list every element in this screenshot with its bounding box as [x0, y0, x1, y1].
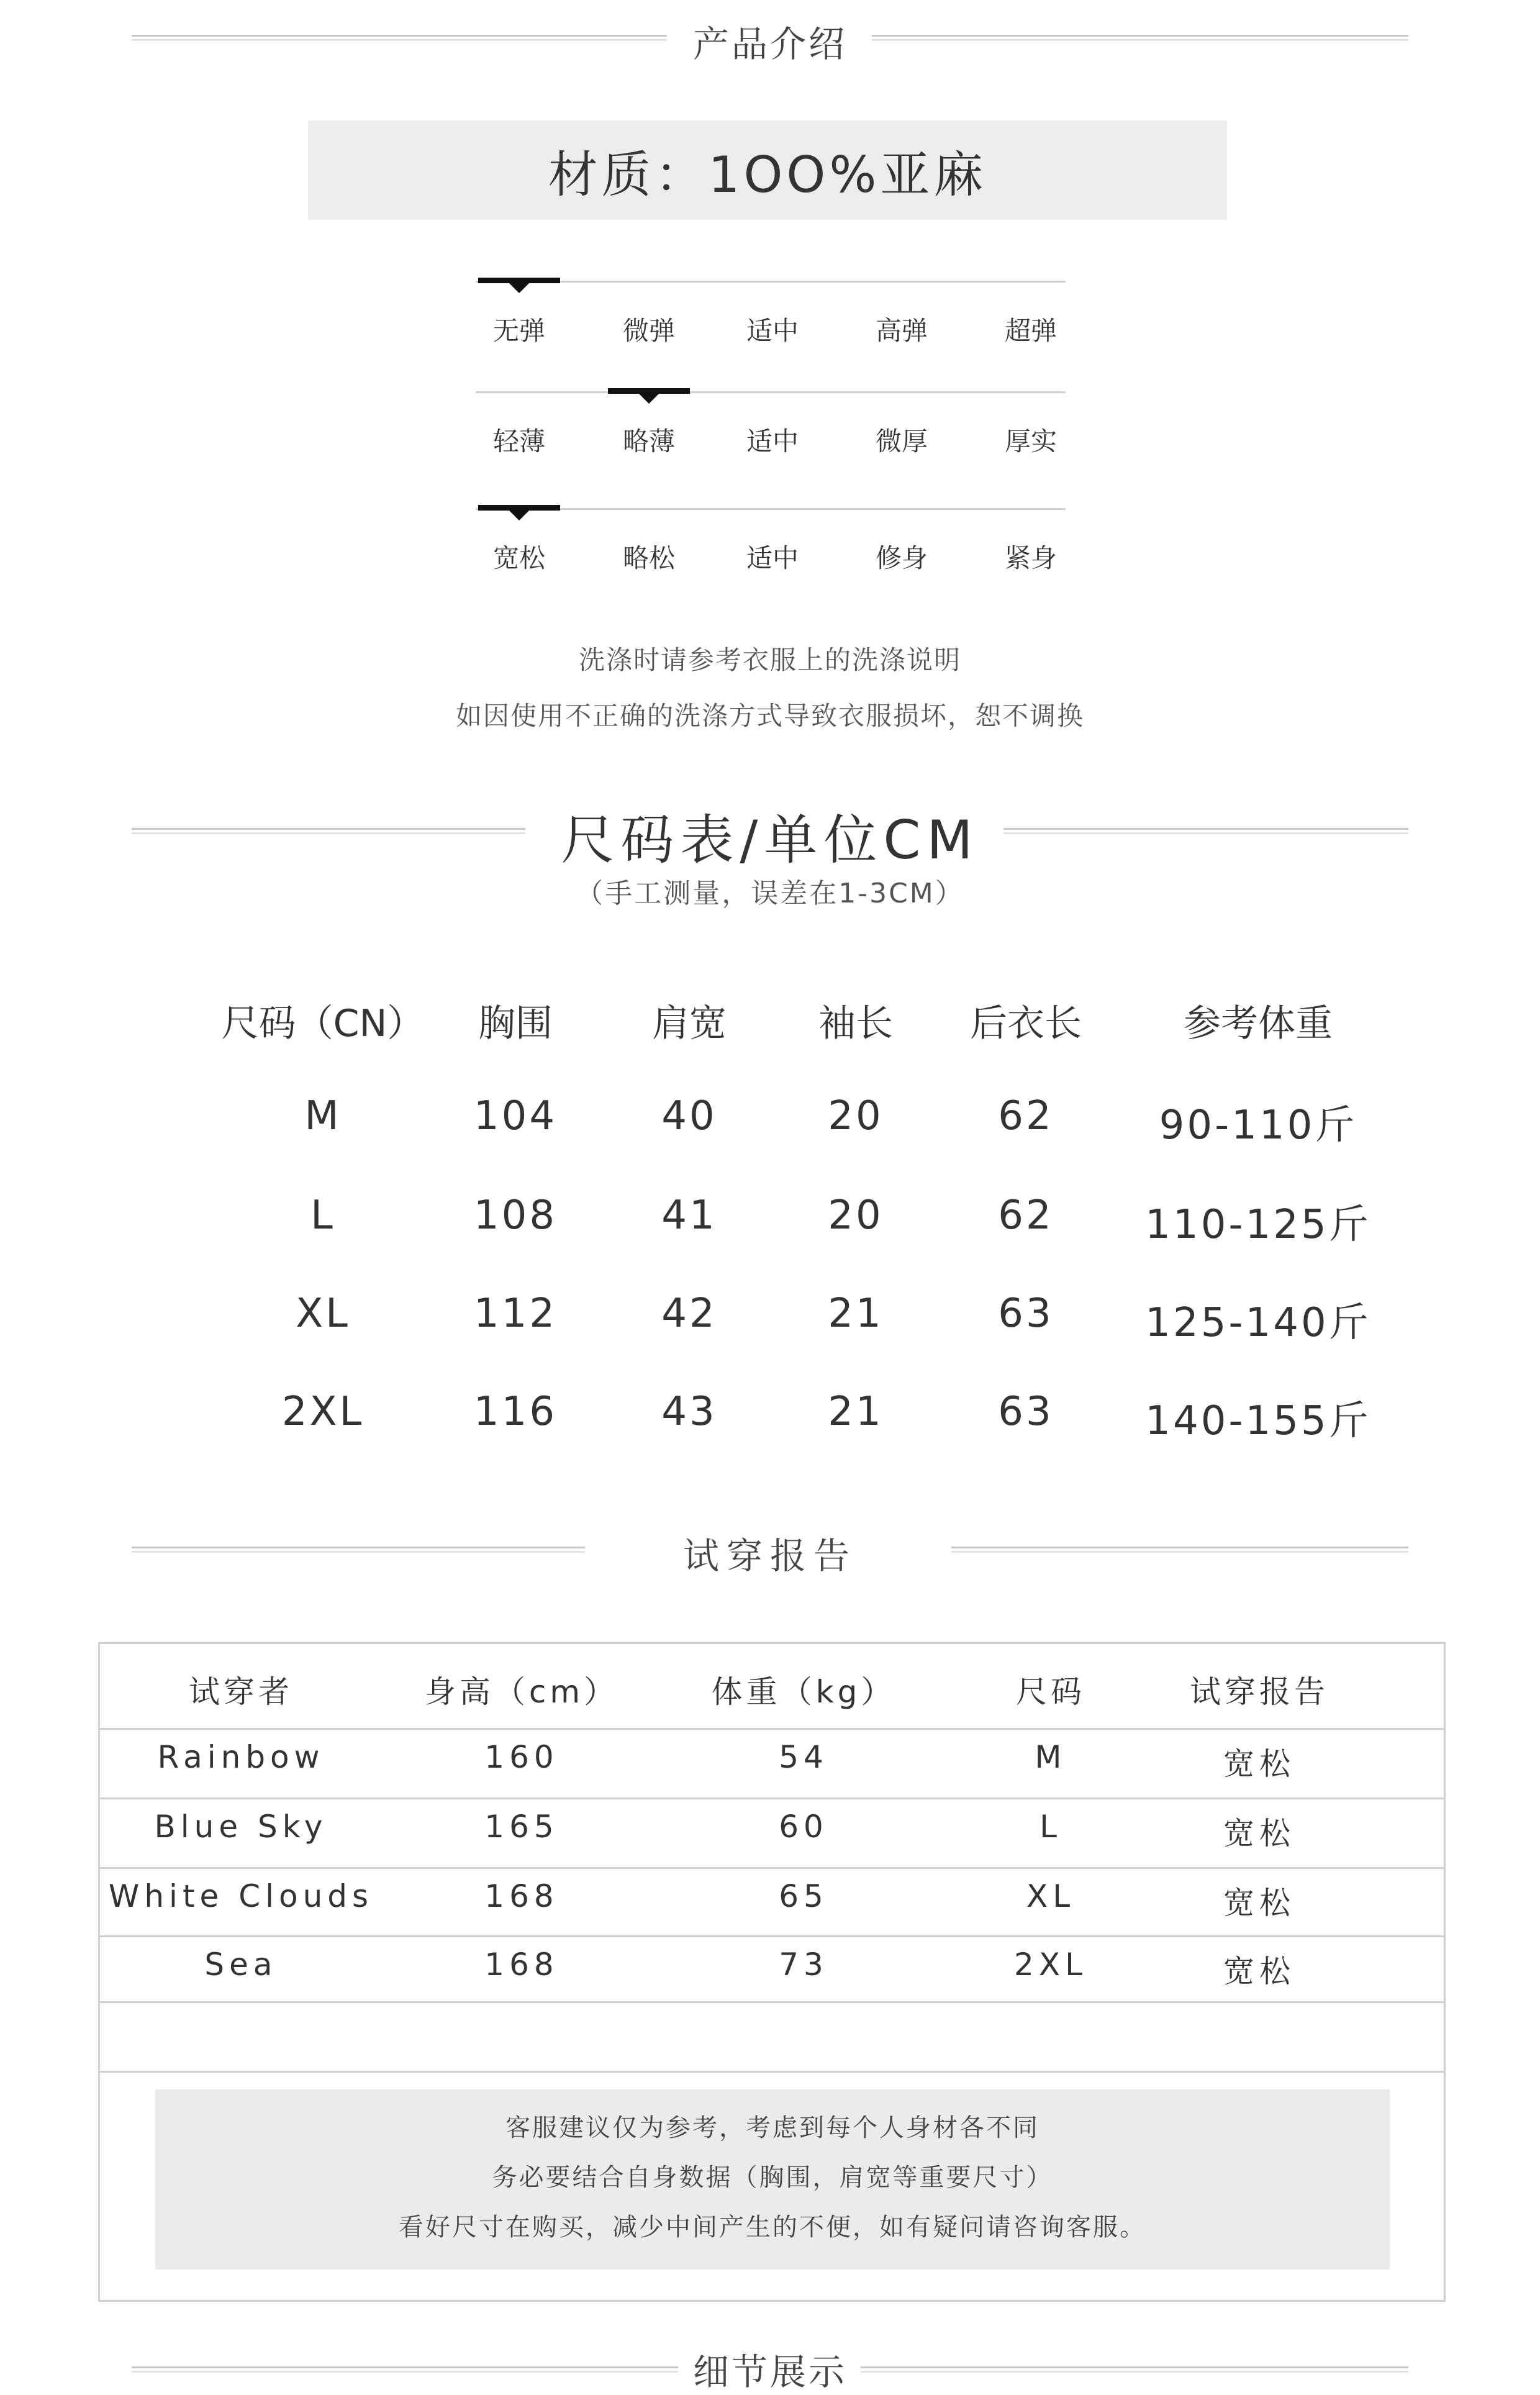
scale-option: 紧身	[1004, 543, 1057, 573]
size-table-cell: 62	[998, 1193, 1054, 1238]
size-table-cell: 104	[473, 1093, 558, 1139]
size-table-cell: 20	[828, 1193, 884, 1238]
material-text: 材质：1OO%亚麻	[548, 145, 987, 204]
scale-option: 适中	[746, 543, 799, 573]
tryon-table-cell: Rainbow	[157, 1739, 325, 1775]
tryon-title: 试穿报告	[682, 1535, 857, 1577]
size-table-header: 袖长	[818, 1002, 893, 1045]
tryon-table-header: 身高（cm）	[424, 1674, 619, 1710]
size-chart-subtitle: （手工测量，误差在1-3CM）	[576, 878, 964, 909]
tryon-table-cell: 168	[484, 1878, 559, 1914]
size-chart-title: 尺码表/单位CM	[561, 809, 979, 871]
size-table-cell: L	[310, 1193, 335, 1238]
tryon-table-cell: 165	[484, 1809, 559, 1845]
scale-pointer-icon	[509, 510, 530, 520]
size-table-cell: 62	[998, 1093, 1054, 1139]
scale-option: 厚实	[1004, 426, 1057, 457]
size-table-cell: 108	[473, 1193, 558, 1238]
tryon-table-cell: 60	[779, 1809, 828, 1845]
advice-line-1: 客服建议仅为参考，考虑到每个人身材各不同	[505, 2114, 1040, 2142]
scale-option: 高弹	[875, 316, 928, 346]
scale-track-thickness	[476, 391, 1066, 393]
advice-line-2: 务必要结合自身数据（胸围，肩宽等重要尺寸）	[492, 2163, 1053, 2192]
tryon-table-cell: 宽松	[1223, 1746, 1295, 1782]
size-table-cell: 63	[998, 1389, 1054, 1435]
scale-option: 修身	[875, 543, 928, 573]
tryon-table-cell: 宽松	[1223, 1953, 1295, 1989]
scale-option: 略薄	[622, 426, 675, 457]
size-table-cell: 112	[473, 1291, 558, 1337]
size-table-cell: M	[304, 1093, 342, 1139]
size-table-cell: 41	[661, 1193, 717, 1238]
tryon-table-cell: 160	[484, 1739, 559, 1775]
scale-track-fit	[476, 508, 1066, 510]
size-table-header: 肩宽	[652, 1002, 727, 1045]
size-table-cell: 63	[998, 1291, 1054, 1337]
tryon-table-cell: 宽松	[1223, 1885, 1295, 1921]
tryon-table-header: 尺码	[1016, 1674, 1085, 1710]
size-table-cell: XL	[296, 1291, 350, 1337]
detail-title: 细节展示	[692, 2351, 847, 2393]
size-table-header: 尺码（CN）	[221, 1002, 425, 1045]
scale-track-elasticity	[476, 281, 1066, 283]
size-table-cell: 116	[473, 1389, 558, 1435]
tryon-table-cell: L	[1040, 1809, 1062, 1845]
tryon-table-header: 体重（kg）	[711, 1674, 896, 1710]
table-divider	[98, 1867, 1446, 1869]
size-table-cell: 110-125斤	[1145, 1202, 1371, 1248]
size-table-cell: 125-140斤	[1145, 1300, 1371, 1346]
tryon-table-cell: 宽松	[1223, 1816, 1295, 1852]
size-table-header: 后衣长	[970, 1002, 1082, 1045]
size-table-cell: 40	[661, 1093, 717, 1139]
scale-option: 略松	[622, 543, 675, 573]
table-divider	[98, 2071, 1446, 2073]
table-divider	[98, 2001, 1446, 2003]
scale-option: 轻薄	[492, 426, 545, 457]
scale-option: 超弹	[1004, 316, 1057, 346]
size-table-cell: 42	[661, 1291, 717, 1337]
tryon-table-cell: 2XL	[1014, 1947, 1087, 1983]
size-table-cell: 140-155斤	[1145, 1398, 1371, 1444]
size-table-header: 参考体重	[1184, 1002, 1333, 1045]
wash-note-1: 洗涤时请参考衣服上的洗涤说明	[578, 645, 961, 675]
tryon-table-cell: XL	[1026, 1878, 1076, 1914]
intro-title: 产品介绍	[692, 23, 847, 65]
tryon-table-cell: 73	[779, 1947, 828, 1983]
size-table-header: 胸围	[478, 1002, 553, 1045]
size-table-cell: 2XL	[281, 1389, 365, 1435]
scale-option: 适中	[746, 426, 799, 457]
size-table-cell: 90-110斤	[1159, 1102, 1357, 1148]
tryon-table-cell: 54	[779, 1739, 828, 1775]
scale-pointer-icon	[509, 283, 530, 293]
size-table-cell: 20	[828, 1093, 884, 1139]
scale-option: 宽松	[492, 543, 545, 573]
scale-option: 微弹	[622, 316, 675, 346]
size-table-cell: 21	[828, 1389, 884, 1435]
wash-note-2: 如因使用不正确的洗涤方式导致衣服损坏，恕不调换	[455, 701, 1084, 731]
size-table-cell: 21	[828, 1291, 884, 1337]
advice-box	[155, 2089, 1390, 2270]
tryon-table-cell: Sea	[204, 1947, 278, 1983]
table-divider	[98, 1935, 1446, 1937]
scale-option: 微厚	[875, 426, 928, 457]
tryon-table-cell: Blue Sky	[154, 1809, 328, 1845]
table-divider	[98, 1797, 1446, 1799]
scale-option: 适中	[746, 316, 799, 346]
size-table-cell: 43	[661, 1389, 717, 1435]
tryon-table-header: 试穿报告	[1190, 1674, 1329, 1710]
advice-line-3: 看好尺寸在购买，减少中间产生的不便，如有疑问请咨询客服。	[399, 2213, 1146, 2242]
tryon-table-cell: M	[1035, 1739, 1067, 1775]
tryon-table-header: 试穿者	[189, 1674, 293, 1710]
material-banner	[308, 120, 1227, 220]
tryon-table-cell: 168	[484, 1947, 559, 1983]
scale-pointer-icon	[638, 393, 659, 404]
table-divider	[98, 1728, 1446, 1730]
tryon-table-cell: 65	[779, 1878, 828, 1914]
scale-option: 无弹	[492, 316, 545, 346]
tryon-table-cell: White Clouds	[108, 1878, 374, 1914]
